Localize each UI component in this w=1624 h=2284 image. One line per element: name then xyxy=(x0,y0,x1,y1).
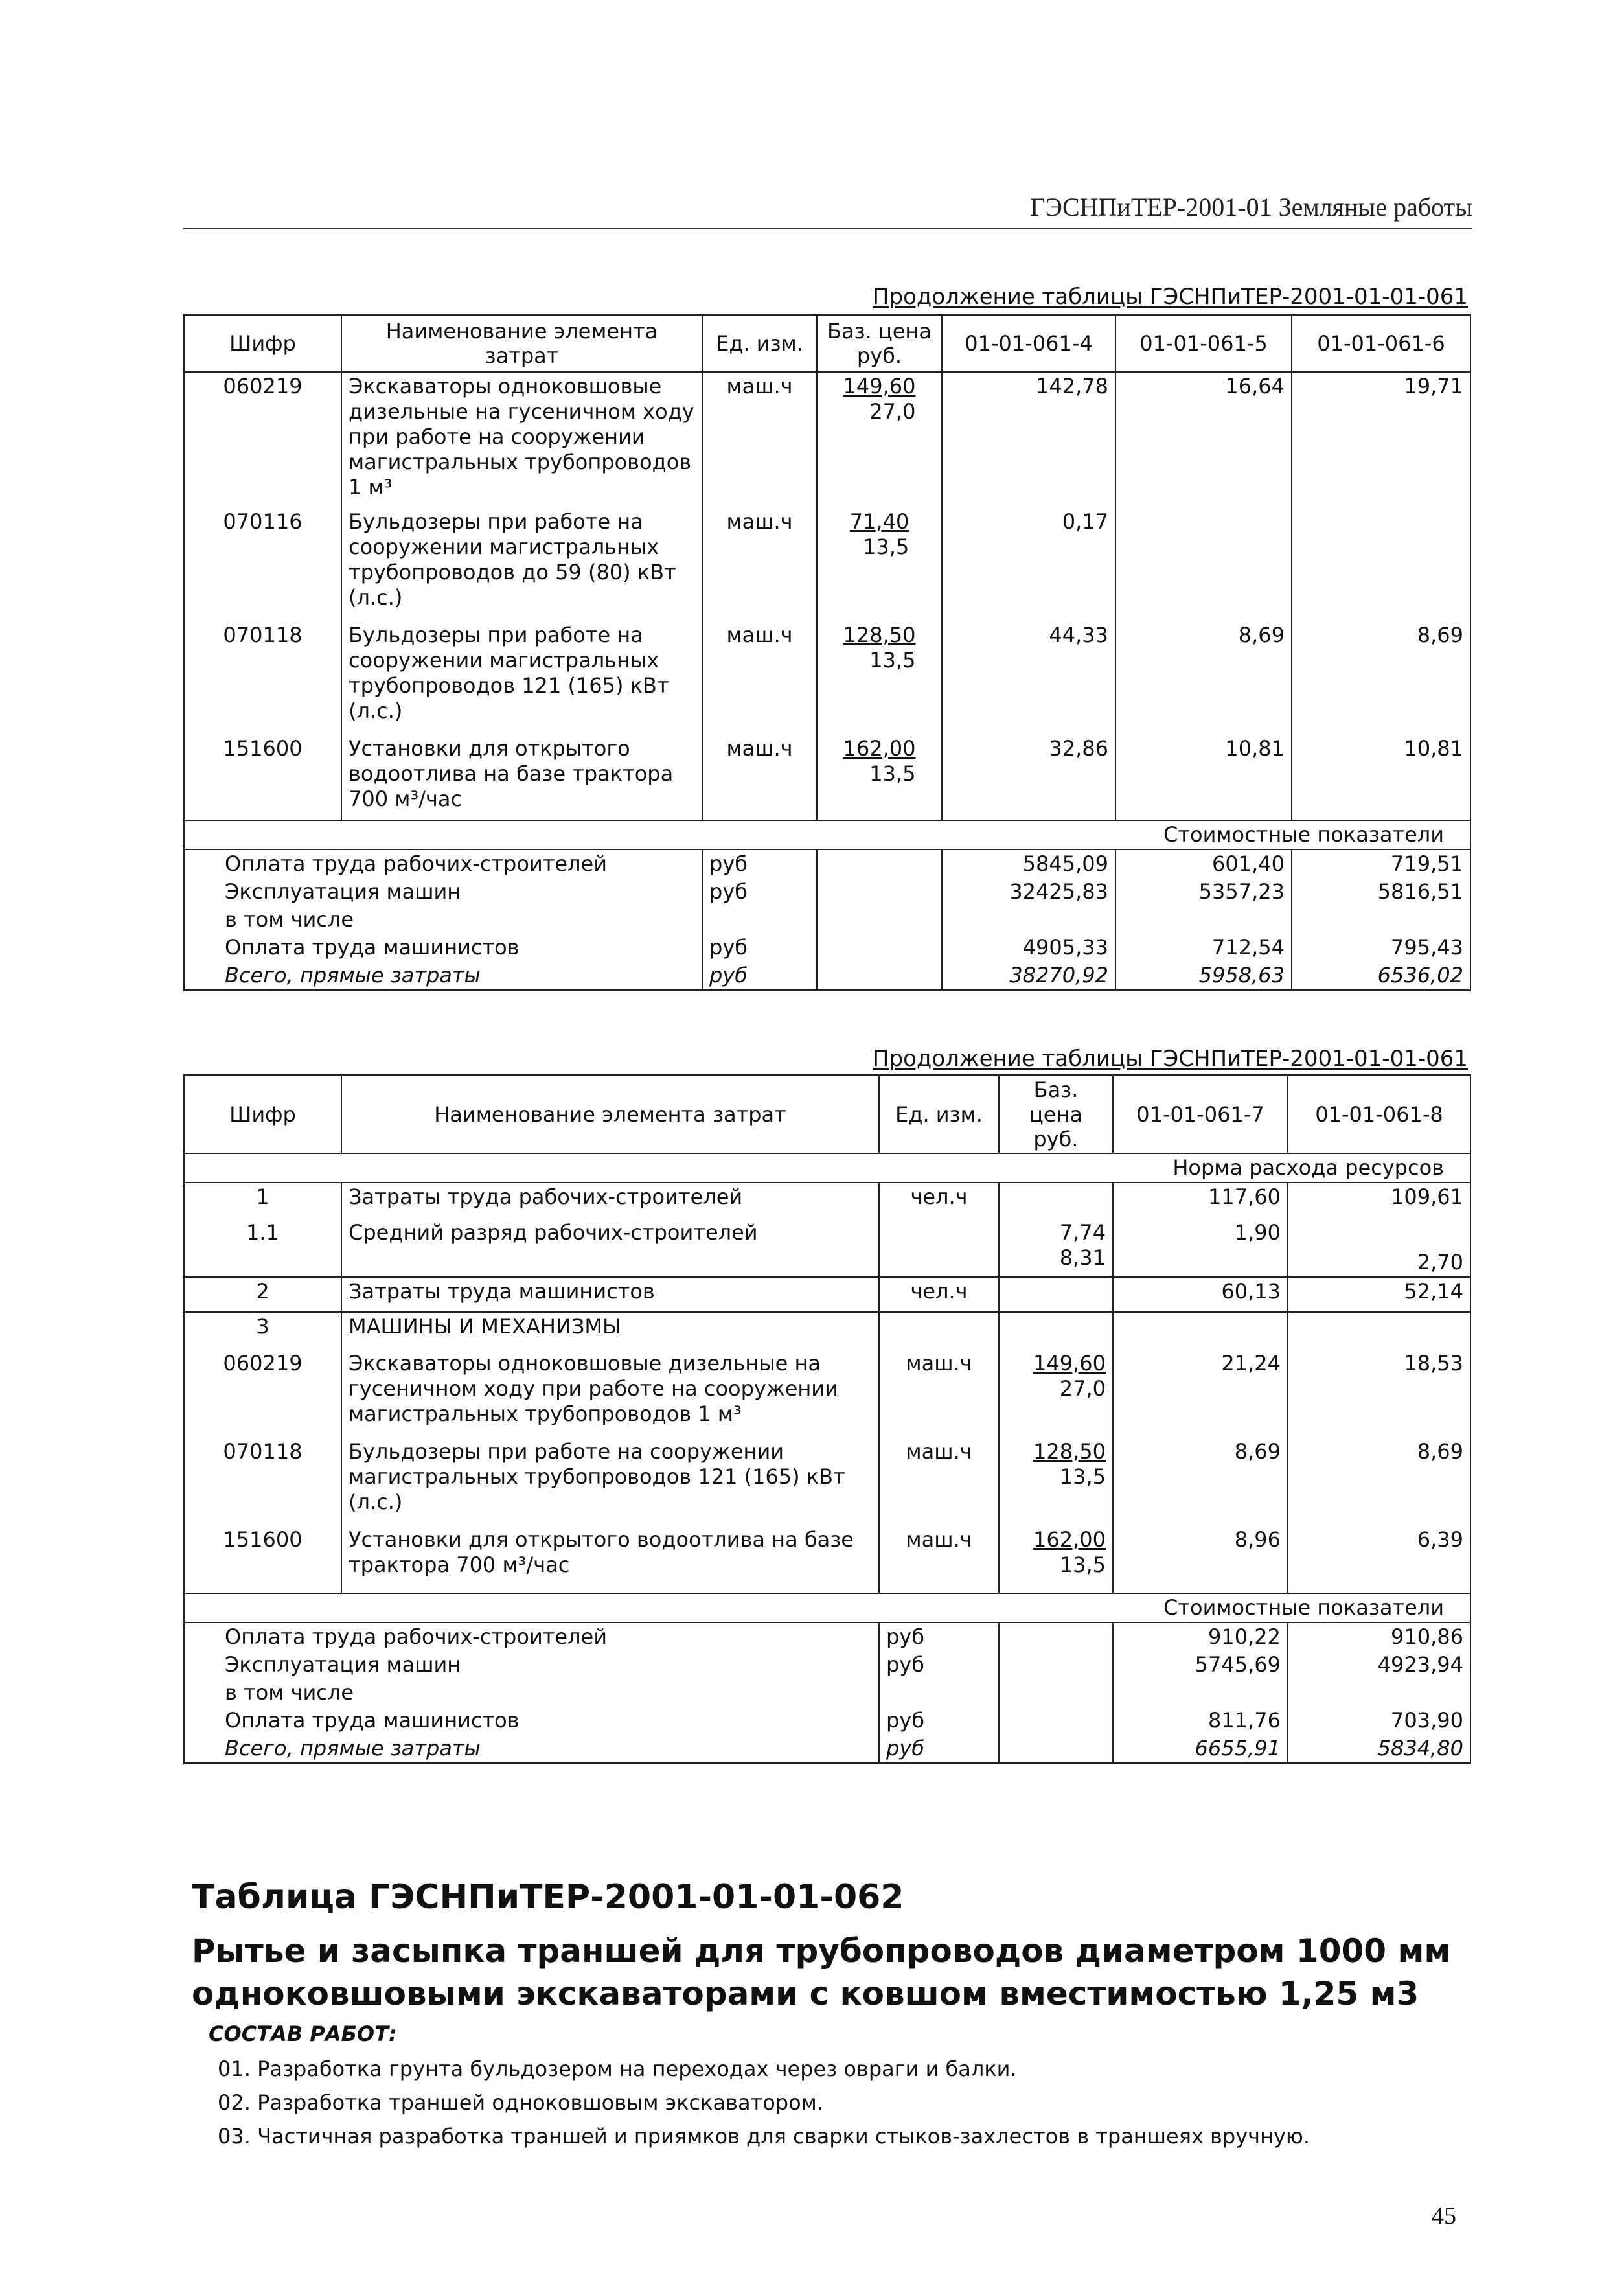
cost-empty xyxy=(999,1735,1113,1764)
cost-row-total xyxy=(184,962,1470,991)
col-header-061-5: 01-01-061-5 xyxy=(1115,315,1292,373)
row-unit: маш.ч xyxy=(879,1526,999,1593)
cost-row xyxy=(184,1707,1470,1735)
price-value: 7,74 xyxy=(1059,1220,1106,1245)
row-code: 1 xyxy=(184,1182,341,1219)
table-row xyxy=(184,1438,1470,1526)
row-unit: маш.ч xyxy=(702,621,817,735)
row-value-061-6: 10,81 xyxy=(1292,735,1470,820)
price-value-2: 27,0 xyxy=(869,399,916,424)
row-price xyxy=(817,621,942,735)
cost-value-061-7: 811,76 xyxy=(1113,1707,1288,1735)
col-header-price: Баз. цена руб. xyxy=(817,315,942,373)
cost-section-row xyxy=(184,820,1470,849)
row-price xyxy=(999,1526,1113,1593)
cost-row xyxy=(184,878,1470,906)
cost-label: Эксплуатация машин xyxy=(184,1651,879,1679)
row-price xyxy=(817,508,942,621)
row-value-061-5: 16,64 xyxy=(1115,372,1292,508)
row-name: Бульдозеры при работе на сооружении магистральных трубопроводов 121 (165) кВт (л.с.) xyxy=(341,1438,879,1526)
row-price xyxy=(999,1219,1113,1277)
cost-value-061-8: 5834,80 xyxy=(1288,1735,1470,1764)
row-name: Затраты труда машинистов xyxy=(341,1277,879,1312)
row-value-061-4: 0,17 xyxy=(942,508,1115,621)
cost-value-061-6: 719,51 xyxy=(1292,849,1470,878)
table2 xyxy=(183,1074,1471,1764)
cost-unit xyxy=(702,906,817,934)
row-unit: маш.ч xyxy=(702,735,817,820)
row-value-061-6 xyxy=(1292,508,1470,621)
row-name: МАШИНЫ И МЕХАНИЗМЫ xyxy=(341,1312,879,1350)
row-name: Экскаваторы одноковшовые дизельные на гусеничном ходу при работе на сооружении магистральных трубопроводов 1 м³ xyxy=(341,1350,879,1438)
row-value-061-8: 6,39 xyxy=(1288,1526,1470,1593)
cost-empty xyxy=(999,1707,1113,1735)
row-value-061-8: 8,69 xyxy=(1288,1438,1470,1526)
table-row-section xyxy=(184,1312,1470,1350)
price-value: 149,60 xyxy=(1033,1351,1106,1376)
norm-section-label: Норма расхода ресурсов xyxy=(184,1153,1470,1182)
col-header-code: Шифр xyxy=(184,315,341,373)
row-value-061-7: 117,60 xyxy=(1113,1182,1288,1219)
cost-row xyxy=(184,934,1470,962)
header-rule xyxy=(183,228,1472,229)
cost-row xyxy=(184,906,1470,934)
price-value: 128,50 xyxy=(843,623,916,647)
row-value-061-6: 8,69 xyxy=(1292,621,1470,735)
table-row xyxy=(184,1182,1470,1219)
cost-unit: руб xyxy=(702,878,817,906)
row-price xyxy=(999,1277,1113,1312)
col-header-name: Наименование элемента затрат xyxy=(341,315,702,373)
running-header: ГЭСНПиТЕР-2001-01 Земляные работы xyxy=(1030,192,1472,222)
row-code: 070116 xyxy=(184,508,341,621)
cost-unit: руб xyxy=(879,1707,999,1735)
row-code: 060219 xyxy=(184,372,341,508)
price-value: 71,40 xyxy=(849,509,909,534)
table2-continuation: Продолжение таблицы ГЭСНПиТЕР-2001-01-01-061 xyxy=(872,1046,1468,1072)
cost-empty xyxy=(817,962,942,991)
col-header-unit: Ед. изм. xyxy=(879,1076,999,1154)
cost-value-061-5: 712,54 xyxy=(1115,934,1292,962)
row-value-061-7: 8,69 xyxy=(1113,1438,1288,1526)
col-header-061-8: 01-01-061-8 xyxy=(1288,1076,1470,1154)
row-name: Затраты труда рабочих-строителей xyxy=(341,1182,879,1219)
table1-header-row xyxy=(184,315,1470,373)
row-value-061-5: 8,69 xyxy=(1115,621,1292,735)
cost-value-061-8: 703,90 xyxy=(1288,1707,1470,1735)
row-price xyxy=(999,1182,1113,1219)
price-value-2: 13,5 xyxy=(863,535,909,559)
cost-empty xyxy=(817,934,942,962)
table1 xyxy=(183,314,1471,991)
row-name: Установки для открытого водоотлива на базе трактора 700 м³/час xyxy=(341,1526,879,1593)
cost-value-061-5: 5357,23 xyxy=(1115,878,1292,906)
col-header-code: Шифр xyxy=(184,1076,341,1154)
row-value-061-7: 21,24 xyxy=(1113,1350,1288,1438)
price-value-2: 13,5 xyxy=(869,761,916,786)
cost-unit: руб xyxy=(702,849,817,878)
cost-value-061-5: 601,40 xyxy=(1115,849,1292,878)
cost-empty xyxy=(999,1679,1113,1707)
cost-section-label: Стоимостные показатели xyxy=(184,820,1470,849)
cost-section-label: Стоимостные показатели xyxy=(184,1593,1470,1622)
cost-label: в том числе xyxy=(184,906,702,934)
row-price xyxy=(817,735,942,820)
row-name: Экскаваторы одноковшовые дизельные на гусеничном ходу при работе на сооружении магистральных трубопроводов 1 м³ xyxy=(341,372,702,508)
cost-unit xyxy=(879,1679,999,1707)
cost-unit: руб xyxy=(702,962,817,991)
cost-value-061-4: 32425,83 xyxy=(942,878,1115,906)
cost-value-061-4: 38270,92 xyxy=(942,962,1115,991)
col-header-price: Баз. цена руб. xyxy=(999,1076,1113,1154)
cost-value-061-4: 4905,33 xyxy=(942,934,1115,962)
cost-value-061-6: 6536,02 xyxy=(1292,962,1470,991)
col-header-061-7: 01-01-061-7 xyxy=(1113,1076,1288,1154)
next-table-title: Таблица ГЭСНПиТЕР-2001-01-01-062 xyxy=(192,1878,904,1917)
col-header-name: Наименование элемента затрат xyxy=(341,1076,879,1154)
cost-unit: руб xyxy=(702,934,817,962)
table-row xyxy=(184,1526,1470,1593)
row-unit xyxy=(879,1219,999,1277)
row-code: 3 xyxy=(184,1312,341,1350)
table1-continuation: Продолжение таблицы ГЭСНПиТЕР-2001-01-01-061 xyxy=(872,284,1468,310)
price-value-2: 13,5 xyxy=(1059,1552,1106,1577)
cost-unit: руб xyxy=(879,1622,999,1651)
row-value-061-8: 2,70 xyxy=(1288,1219,1470,1277)
price-value-2: 27,0 xyxy=(1059,1376,1106,1401)
row-code: 070118 xyxy=(184,621,341,735)
table-row xyxy=(184,1350,1470,1438)
row-value-061-7: 60,13 xyxy=(1113,1277,1288,1312)
norm-section-row xyxy=(184,1153,1470,1182)
price-value: 162,00 xyxy=(1033,1527,1106,1552)
row-price xyxy=(817,372,942,508)
cost-label: Всего, прямые затраты xyxy=(184,962,702,991)
cost-value-061-4 xyxy=(942,906,1115,934)
table-row xyxy=(184,372,1470,508)
row-unit xyxy=(879,1312,999,1350)
price-value-2: 13,5 xyxy=(869,648,916,673)
cost-empty xyxy=(999,1651,1113,1679)
cost-label: Оплата труда машинистов xyxy=(184,934,702,962)
row-code: 151600 xyxy=(184,735,341,820)
row-value-061-8: 18,53 xyxy=(1288,1350,1470,1438)
col-header-061-4: 01-01-061-4 xyxy=(942,315,1115,373)
cost-value-061-8: 910,86 xyxy=(1288,1622,1470,1651)
row-price xyxy=(999,1350,1113,1438)
row-value-061-7: 1,90 xyxy=(1113,1219,1288,1277)
row-name: Средний разряд рабочих-строителей xyxy=(341,1219,879,1277)
cost-label: Оплата труда рабочих-строителей xyxy=(184,1622,879,1651)
cost-value-061-5 xyxy=(1115,906,1292,934)
cost-empty xyxy=(817,849,942,878)
row-unit: маш.ч xyxy=(879,1350,999,1438)
work-item: 01. Разработка грунта бульдозером на переходах через овраги и балки. xyxy=(218,2057,1017,2081)
work-item: 02. Разработка траншей одноковшовым экскаватором. xyxy=(218,2090,823,2115)
cost-unit: руб xyxy=(879,1735,999,1764)
table-row xyxy=(184,1219,1470,1277)
row-value-061-8 xyxy=(1288,1312,1470,1350)
cost-unit: руб xyxy=(879,1651,999,1679)
cost-label: Оплата труда рабочих-строителей xyxy=(184,849,702,878)
row-name: Бульдозеры при работе на сооружении магистральных трубопроводов 121 (165) кВт (л.с.) xyxy=(341,621,702,735)
row-unit: маш.ч xyxy=(879,1438,999,1526)
cost-label: в том числе xyxy=(184,1679,879,1707)
cost-value-061-6 xyxy=(1292,906,1470,934)
row-price xyxy=(999,1312,1113,1350)
cost-value-061-4: 5845,09 xyxy=(942,849,1115,878)
cost-value-061-7: 910,22 xyxy=(1113,1622,1288,1651)
cost-value-061-8 xyxy=(1288,1679,1470,1707)
cost-row xyxy=(184,1651,1470,1679)
row-name: Установки для открытого водоотлива на базе трактора 700 м³/час xyxy=(341,735,702,820)
row-price xyxy=(999,1438,1113,1526)
cost-value-061-7: 6655,91 xyxy=(1113,1735,1288,1764)
row-unit: чел.ч xyxy=(879,1182,999,1219)
price-value: 128,50 xyxy=(1033,1439,1106,1464)
cost-empty xyxy=(999,1622,1113,1651)
row-code: 151600 xyxy=(184,1526,341,1593)
row-value-061-5: 10,81 xyxy=(1115,735,1292,820)
cost-value-061-8: 4923,94 xyxy=(1288,1651,1470,1679)
cost-label: Эксплуатация машин xyxy=(184,878,702,906)
row-name: Бульдозеры при работе на сооружении магистральных трубопроводов до 59 (80) кВт (л.с.) xyxy=(341,508,702,621)
page-number: 45 xyxy=(1432,2202,1456,2230)
composition-title: СОСТАВ РАБОТ: xyxy=(209,2022,397,2046)
row-value-061-7: 8,96 xyxy=(1113,1526,1288,1593)
row-value-061-6: 19,71 xyxy=(1292,372,1470,508)
row-unit: чел.ч xyxy=(879,1277,999,1312)
row-value-061-4: 142,78 xyxy=(942,372,1115,508)
row-code: 070118 xyxy=(184,1438,341,1526)
row-code: 2 xyxy=(184,1277,341,1312)
price-value: 162,00 xyxy=(843,736,916,761)
table-row xyxy=(184,735,1470,820)
price-value: 149,60 xyxy=(843,374,916,398)
cost-value-061-7: 5745,69 xyxy=(1113,1651,1288,1679)
col-header-unit: Ед. изм. xyxy=(702,315,817,373)
row-value-061-4: 44,33 xyxy=(942,621,1115,735)
row-code: 060219 xyxy=(184,1350,341,1438)
cost-row xyxy=(184,1679,1470,1707)
cost-value-061-5: 5958,63 xyxy=(1115,962,1292,991)
cost-row-total xyxy=(184,1735,1470,1764)
cost-row xyxy=(184,1622,1470,1651)
row-value-061-8: 52,14 xyxy=(1288,1277,1470,1312)
price-value-2: 8,31 xyxy=(1059,1245,1106,1270)
cost-value-061-7 xyxy=(1113,1679,1288,1707)
cost-label: Всего, прямые затраты xyxy=(184,1735,879,1764)
row-value-061-4: 32,86 xyxy=(942,735,1115,820)
cost-section-row xyxy=(184,1593,1470,1622)
col-header-061-6: 01-01-061-6 xyxy=(1292,315,1470,373)
cost-value-061-6: 795,43 xyxy=(1292,934,1470,962)
row-value-061-7 xyxy=(1113,1312,1288,1350)
table-row xyxy=(184,1277,1470,1312)
row-code: 1.1 xyxy=(184,1219,341,1277)
table-row xyxy=(184,621,1470,735)
row-value-061-8: 109,61 xyxy=(1288,1182,1470,1219)
row-unit: маш.ч xyxy=(702,372,817,508)
table-row xyxy=(184,508,1470,621)
next-table-subtitle: Рытье и засыпка траншей для трубопроводов диаметром 1000 мм одноковшовыми экскаваторами с ковшом вместимостью 1,25 м3 xyxy=(192,1932,1451,2013)
cost-empty xyxy=(817,906,942,934)
cost-empty xyxy=(817,878,942,906)
price-value-2: 13,5 xyxy=(1059,1464,1106,1489)
table2-header-row xyxy=(184,1076,1470,1154)
row-unit: маш.ч xyxy=(702,508,817,621)
work-item: 03. Частичная разработка траншей и приямков для сварки стыков-захлестов в траншеях вручную. xyxy=(218,2124,1310,2149)
cost-value-061-6: 5816,51 xyxy=(1292,878,1470,906)
cost-row xyxy=(184,849,1470,878)
cost-label: Оплата труда машинистов xyxy=(184,1707,879,1735)
row-value-061-5 xyxy=(1115,508,1292,621)
